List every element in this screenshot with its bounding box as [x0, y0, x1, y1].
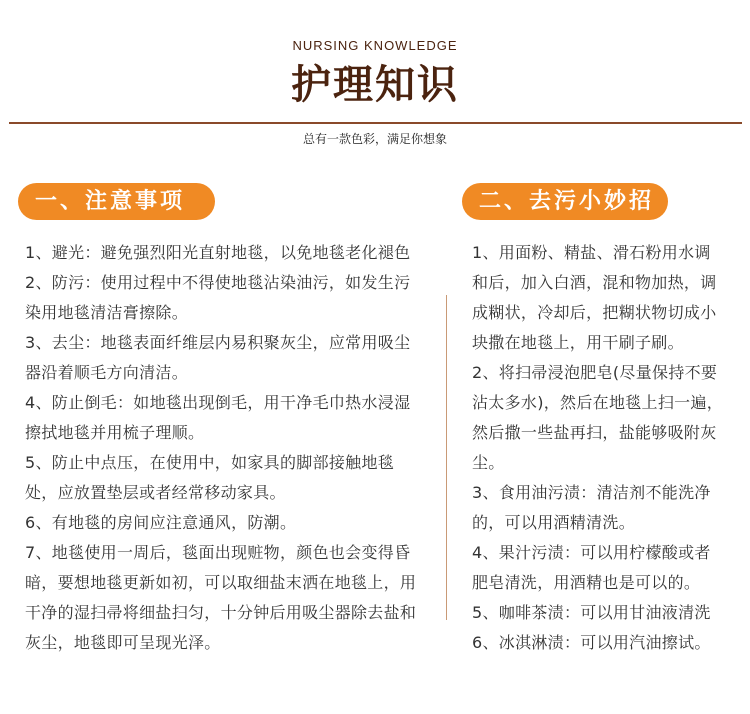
tip-item — [25, 238, 416, 268]
tip-line: 肥皂清洗，用酒精也是可以的。 — [472, 573, 701, 592]
tip-line: 4、防止倒毛：如地毯出现倒毛，用干净毛巾热水浸湿 — [25, 393, 411, 412]
tip-line: 6、冰淇淋渍：可以用汽油擦试。 — [472, 633, 711, 652]
tip-line: 成糊状，冷却后，把糊状物切成小 — [472, 303, 717, 322]
tip-line: 器沿着顺毛方向清洁。 — [25, 363, 189, 382]
tip-line: 处，应放置垫层或者经常移动家具。 — [25, 483, 286, 502]
section-heading-stain-tips: 二、去污小妙招 — [462, 183, 668, 220]
tip-item — [25, 448, 416, 508]
tip-line: 暗，要想地毯更新如初，可以取细盐末洒在地毯上，用 — [25, 573, 417, 592]
tip-line: 1、用面粉、精盐、滑石粉用水调 — [472, 243, 711, 262]
tip-line: 干净的湿扫帚将细盐扫匀，十分钟后用吸尘器除去盐和 — [25, 603, 417, 622]
tip-line: 3、食用油污渍：清洁剂不能洗净 — [472, 483, 711, 502]
precautions-list — [25, 238, 416, 658]
tip-line: 2、防污：使用过程中不得使地毯沾染油污，如发生污 — [25, 273, 411, 292]
tip-line: 灰尘，地毯即可呈现光泽。 — [25, 633, 221, 652]
tip-item — [472, 478, 723, 538]
column-divider — [446, 295, 447, 620]
tip-line: 2、将扫帚浸泡肥皂(尽量保持不要 — [472, 363, 718, 382]
tip-line: 沾太多水)，然后在地毯上扫一遍， — [472, 393, 724, 412]
tip-item — [472, 358, 723, 478]
stain-tips-list — [472, 238, 723, 658]
tip-item — [472, 598, 723, 628]
tip-line: 然后撒一些盐再扫，盐能够吸附灰 — [472, 423, 717, 442]
tip-line: 6、有地毯的房间应注意通风，防潮。 — [25, 513, 297, 532]
section-heading-precautions: 一、注意事项 — [18, 183, 215, 220]
tip-item — [472, 238, 723, 358]
tip-item — [25, 538, 416, 658]
tip-item — [25, 388, 416, 448]
tip-line: 的，可以用酒精清洗。 — [472, 513, 636, 532]
tip-line: 7、地毯使用一周后，毯面出现赃物，颜色也会变得昏 — [25, 543, 411, 562]
page-subtitle: 总有一款色彩，满足你想象 — [302, 132, 447, 146]
tip-line: 尘。 — [472, 453, 505, 472]
tip-item — [25, 328, 416, 388]
tip-item — [25, 268, 416, 328]
tip-line: 5、防止中点压，在使用中，如家具的脚部接触地毯 — [25, 453, 395, 472]
tip-line: 1、避光：避免强烈阳光直射地毯，以免地毯老化褪色 — [25, 243, 411, 262]
tip-line: 染用地毯清洁膏擦除。 — [25, 303, 189, 322]
tip-line: 块撒在地毯上，用干刷子刷。 — [472, 333, 684, 352]
tip-item — [25, 508, 416, 538]
tip-line: 擦拭地毯并用梳子理顺。 — [25, 423, 205, 442]
tip-item — [472, 628, 723, 658]
tip-line: 和后，加入白酒，混和物加热，调 — [472, 273, 717, 292]
page-title: 护理知识 — [291, 62, 459, 108]
tip-line: 5、咖啡茶渍：可以用甘油液清洗 — [472, 603, 711, 622]
header-rule — [9, 122, 742, 124]
tip-line: 3、去尘：地毯表面纤维层内易积聚灰尘，应常用吸尘 — [25, 333, 411, 352]
tip-line: 4、果汁污渍：可以用柠檬酸或者 — [472, 543, 711, 562]
tip-item — [472, 538, 723, 598]
eyebrow-text: NURSING KNOWLEDGE — [292, 38, 458, 53]
